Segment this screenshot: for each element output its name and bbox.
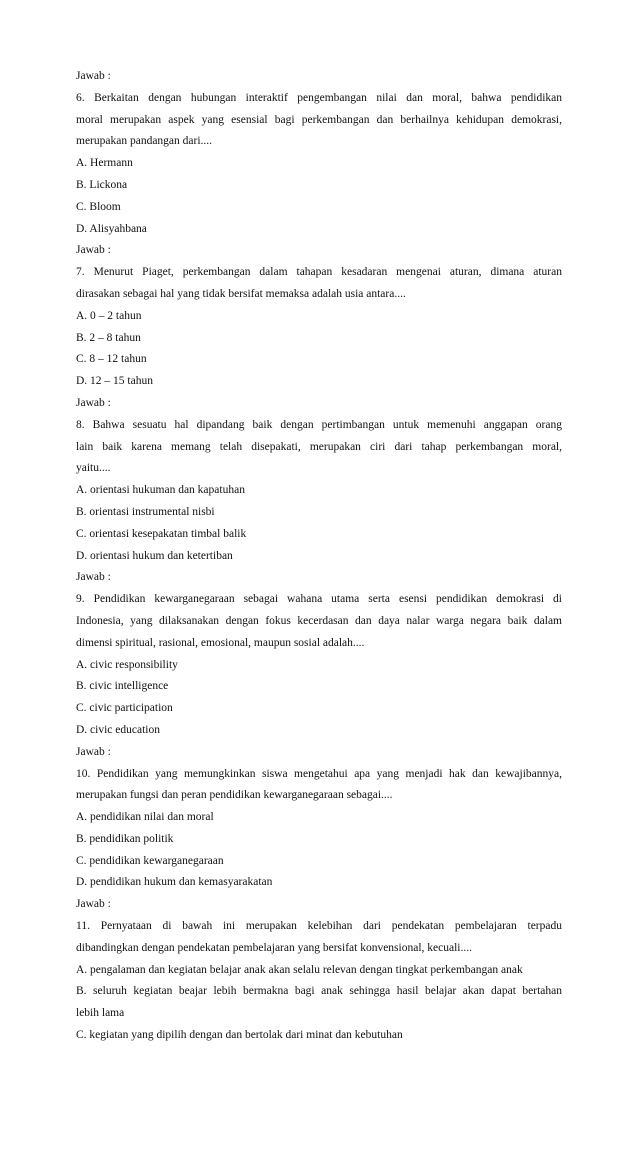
answer-option: B. 2 – 8 tahun <box>76 331 141 344</box>
answer-option-line: B. seluruh kegiatan beajar lebih bermakna bagi anak sehingga hasil belajar akan dapat bertahan <box>76 985 562 998</box>
answer-option: D. orientasi hukum dan ketertiban <box>76 549 233 562</box>
answer-option: C. civic participation <box>76 702 173 715</box>
answer-option: A. civic responsibility <box>76 658 178 671</box>
answer-label: Jawab : <box>76 745 111 758</box>
question-text-line: 7. Menurut Piaget, perkembangan dalam tahapan kesadaran mengenai aturan, dimana aturan <box>76 266 562 279</box>
answer-option: B. orientasi instrumental nisbi <box>76 505 215 518</box>
answer-option: A. 0 – 2 tahun <box>76 309 142 322</box>
question-text-line: merupakan pandangan dari.... <box>76 135 213 148</box>
answer-option: B. civic intelligence <box>76 680 169 693</box>
answer-label: Jawab : <box>76 244 111 257</box>
answer-option-line: lebih lama <box>76 1007 125 1020</box>
answer-option: B. pendidikan politik <box>76 832 174 845</box>
answer-option-line: A. pengalaman dan kegiatan belajar anak akan selalu relevan dengan tingkat perkembangan anak <box>76 963 523 976</box>
question-list <box>76 66 562 1047</box>
answer-label: Jawab : <box>76 396 111 409</box>
answer-label: Jawab : <box>76 70 111 82</box>
answer-option: C. kegiatan yang dipilih dengan dan bertolak dari minat dan kebutuhan <box>76 1029 403 1042</box>
question-text-line: yaitu.... <box>76 462 111 475</box>
answer-label: Jawab : <box>76 571 111 584</box>
question-text-line: Indonesia, yang dilaksanakan dengan fokus kecerdasan dan daya nalar warga negara baik dalam <box>76 614 562 627</box>
answer-option: D. 12 – 15 tahun <box>76 375 153 388</box>
answer-option: D. pendidikan hukum dan kemasyarakatan <box>76 876 273 889</box>
question-text-line: merupakan fungsi dan peran pendidikan kewarganegaraan sebagai.... <box>76 789 393 802</box>
answer-option: C. 8 – 12 tahun <box>76 353 147 366</box>
answer-option: D. civic education <box>76 723 160 736</box>
answer-option: A. Hermann <box>76 157 133 170</box>
question-text-line: dirasakan sebagai hal yang tidak bersifat memaksa adalah usia antara.... <box>76 287 406 300</box>
answer-option: A. orientasi hukuman dan kapatuhan <box>76 484 245 497</box>
question-text-line: dibandingkan dengan pendekatan pembelajaran yang bersifat konvensional, kecuali.... <box>76 941 472 954</box>
question-text-line: 6. Berkaitan dengan hubungan interaktif pengembangan nilai dan moral, bahwa pendidikan <box>76 91 562 104</box>
answer-option: A. pendidikan nilai dan moral <box>76 811 214 824</box>
question-text-line: 9. Pendidikan kewarganegaraan sebagai wahana utama serta esensi pendidikan demokrasi di <box>76 593 562 606</box>
answer-option: C. Bloom <box>76 200 121 213</box>
answer-option: B. Lickona <box>76 178 128 191</box>
question-text-line: 11. Pernyataan di bawah ini merupakan kelebihan dari pendekatan pembelajaran terpadu <box>76 920 562 933</box>
question-text-line: 10. Pendidikan yang memungkinkan siswa mengetahui apa yang menjadi hak dan kewajibannya, <box>76 767 562 780</box>
question-text-line: lain baik karena memang telah disepakati, merupakan ciri dari tahap perkembangan moral, <box>76 440 562 453</box>
answer-label: Jawab : <box>76 898 111 911</box>
answer-option: C. pendidikan kewarganegaraan <box>76 854 224 867</box>
question-text-line: dimensi spiritual, rasional, emosional, maupun sosial adalah.... <box>76 636 365 649</box>
answer-option: D. Alisyahbana <box>76 222 147 235</box>
question-text-line: 8. Bahwa sesuatu hal dipandang baik dengan pertimbangan untuk memenuhi anggapan orang <box>76 418 562 431</box>
question-text-line: moral merupakan aspek yang esensial bagi perkembangan dan berhailnya kehidupan demokrasi, <box>76 113 562 126</box>
answer-option: C. orientasi kesepakatan timbal balik <box>76 527 247 540</box>
